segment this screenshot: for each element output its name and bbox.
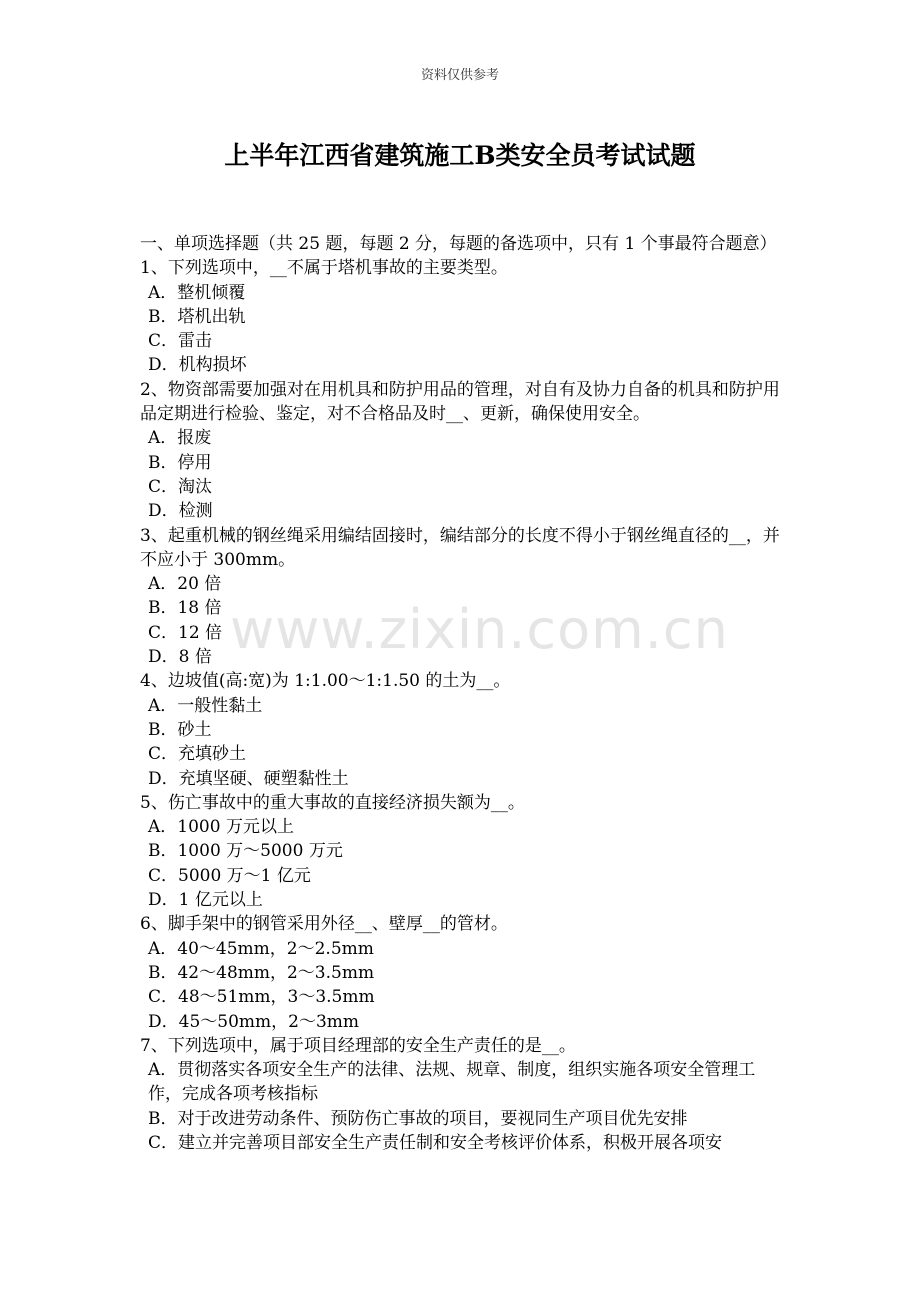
question-stem: 4、边坡值(高:宽)为 1:1.00～1:1.50 的土为__。 bbox=[140, 671, 511, 692]
option-c: C．12 倍 bbox=[148, 622, 223, 643]
option-c: C．建立并完善项目部安全生产责任制和安全考核评价体系，积极开展各项安 bbox=[148, 1132, 723, 1153]
question-5 bbox=[140, 791, 785, 912]
option-b: B．砂土 bbox=[148, 719, 212, 740]
option-b: B．18 倍 bbox=[148, 598, 222, 619]
option-d: D．机构损坏 bbox=[148, 355, 247, 376]
question-stem: 2、物资部需要加强对在用机具和防护用品的管理，对自有及协力自备的机具和防护用品定期进行检验、鉴定，对不合格品及时__、更新，确保使用安全。 bbox=[140, 379, 780, 425]
option-b: B．1000 万～5000 万元 bbox=[148, 841, 343, 862]
question-stem: 5、伤亡事故中的重大事故的直接经济损失额为__。 bbox=[140, 792, 525, 813]
question-1 bbox=[140, 256, 785, 377]
question-3 bbox=[140, 524, 785, 670]
question-stem: 3、起重机械的钢丝绳采用编结固接时，编结部分的长度不得小于钢丝绳直径的__，并不应小于 300mm。 bbox=[140, 525, 780, 570]
option-b: B．塔机出轨 bbox=[148, 306, 246, 327]
question-2 bbox=[140, 378, 785, 524]
option-d: D．1 亿元以上 bbox=[148, 890, 263, 911]
header-note: 资料仅供参考 bbox=[420, 68, 499, 83]
question-6 bbox=[140, 912, 785, 1033]
question-4 bbox=[140, 669, 785, 790]
document-body bbox=[140, 232, 785, 1155]
document-title: 上半年江西省建筑施工B类安全员考试试题 bbox=[224, 141, 696, 170]
section-heading: 一、单项选择题（共 25 题，每题 2 分，每题的备选项中，只有 1 个事最符合题意） bbox=[140, 234, 777, 254]
question-stem: 7、下列选项中，属于项目经理部的安全生产责任的是__。 bbox=[140, 1035, 576, 1056]
option-a: A．贯彻落实各项安全生产的法律、法规、规章、制度，组织实施各项安全管理工作，完成各项考核指标 bbox=[148, 1060, 756, 1105]
option-c: C．5000 万～1 亿元 bbox=[148, 865, 311, 886]
question-7 bbox=[140, 1034, 785, 1155]
option-a: A．20 倍 bbox=[148, 574, 222, 595]
option-c: C．雷击 bbox=[148, 331, 213, 352]
option-a: A．一般性黏土 bbox=[148, 695, 263, 716]
option-a: A．1000 万元以上 bbox=[148, 817, 294, 838]
option-d: D．8 倍 bbox=[148, 647, 212, 668]
watermark: www.zixin.com.cn bbox=[230, 598, 729, 661]
option-a: A．报废 bbox=[148, 428, 212, 449]
option-d: D．充填坚硬、硬塑黏性土 bbox=[148, 768, 349, 789]
question-stem: 1、下列选项中，__不属于塔机事故的主要类型。 bbox=[140, 258, 508, 279]
option-c: C．充填砂土 bbox=[148, 744, 247, 765]
option-b: B．对于改进劳动条件、预防伤亡事故的项目，要视同生产项目优先安排 bbox=[148, 1108, 688, 1129]
option-a: A．整机倾覆 bbox=[148, 282, 246, 303]
option-b: B．停用 bbox=[148, 452, 212, 473]
option-c: C．淘汰 bbox=[148, 476, 213, 497]
question-stem: 6、脚手架中的钢管采用外径__、壁厚__的管材。 bbox=[140, 914, 508, 935]
option-d: D．45～50mm，2～3mm bbox=[148, 1011, 360, 1032]
option-c: C．48～51mm，3～3.5mm bbox=[148, 987, 375, 1008]
option-d: D．检测 bbox=[148, 501, 213, 522]
option-a: A．40～45mm，2～2.5mm bbox=[148, 938, 374, 959]
option-b: B．42～48mm，2～3.5mm bbox=[148, 962, 375, 983]
